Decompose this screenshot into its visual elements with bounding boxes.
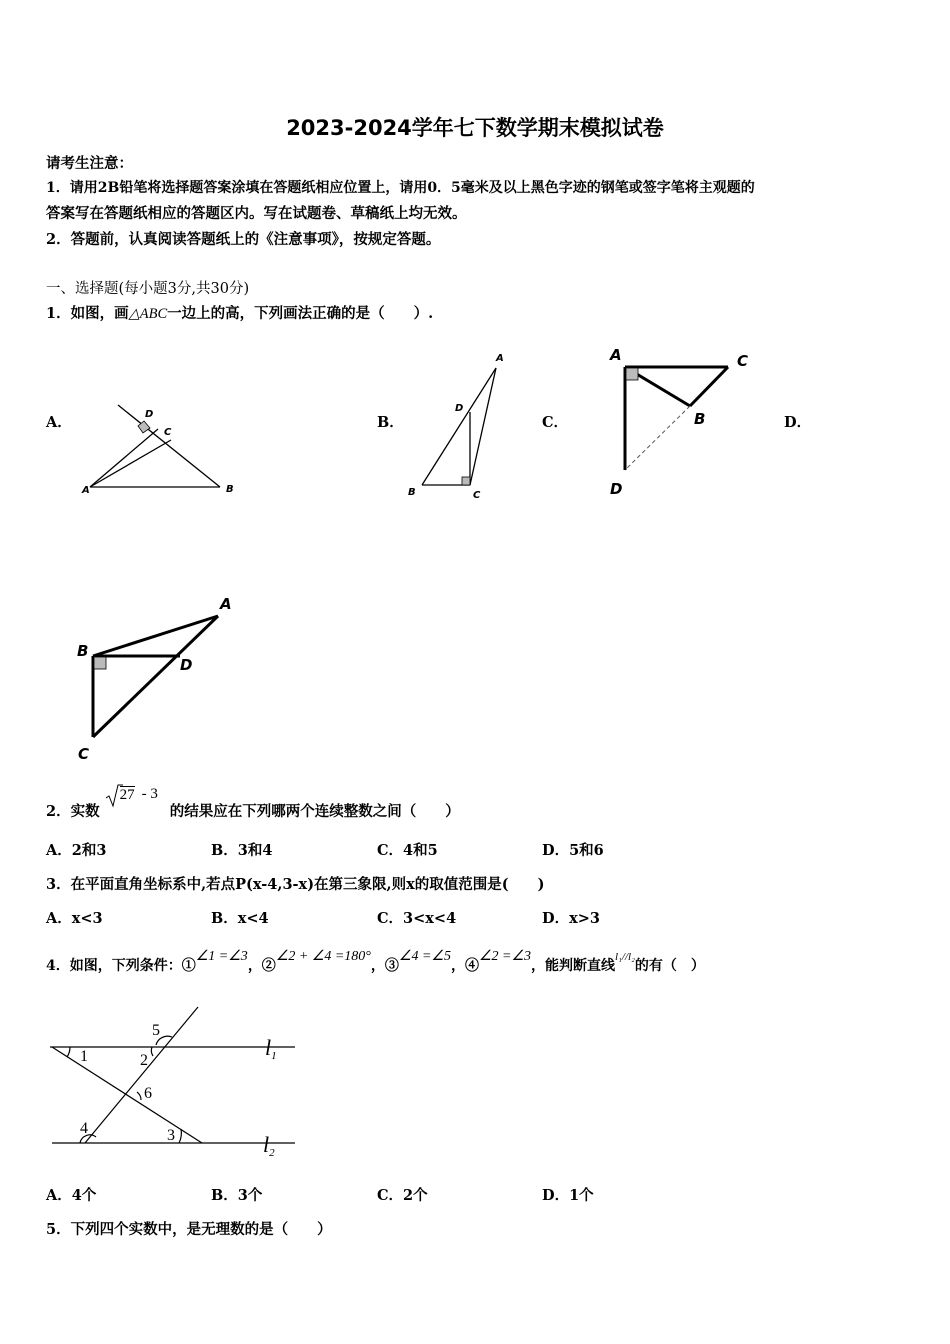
fig-a-label-c: C xyxy=(164,427,172,438)
q2-prefix: 2．实数 xyxy=(46,803,100,820)
fig-c-label-d: D xyxy=(610,480,623,498)
q2-option-b[interactable]: B．3和4 xyxy=(211,842,273,859)
q2-suffix: 的结果应在下列哪两个连续整数之间（ ） xyxy=(169,803,460,820)
q1-option-b-label[interactable]: B． xyxy=(377,414,404,431)
q4-option-a[interactable]: A．4个 xyxy=(46,1187,97,1204)
q4-figure xyxy=(40,1005,300,1165)
question-4 xyxy=(46,945,705,974)
q3-option-c[interactable]: C．3<x<4 xyxy=(377,910,457,927)
angle-6-label: 6 xyxy=(144,1085,152,1102)
fig-c-label-b: B xyxy=(694,410,706,428)
q4-sep-3: ，③ xyxy=(370,958,399,974)
question-3: 3．在平面直角坐标系中,若点P(x-4,3-x)在第三象限,则x的取值范围是( ) xyxy=(46,876,545,893)
angle-1-label: 1 xyxy=(80,1048,88,1065)
q2-minus-3: - 3 xyxy=(141,786,158,802)
q1-option-d-label[interactable]: D． xyxy=(784,414,812,431)
notice-line-2: 答案写在答题纸相应的答题区内。写在试题卷、草稿纸上均无效。 xyxy=(46,205,467,222)
q2-option-c[interactable]: C．4和5 xyxy=(377,842,438,859)
q3-option-b[interactable]: B．x<4 xyxy=(211,910,269,927)
fig-a-label-a: A xyxy=(82,485,90,496)
fig-b-label-d: D xyxy=(455,403,464,414)
q1-figure-b xyxy=(400,345,515,505)
q1-prefix: 1．如图，画 xyxy=(46,305,129,322)
q4-condition-1: ∠1 =∠3 xyxy=(195,949,248,964)
q4-parallel: l₁//l₂ xyxy=(615,951,635,963)
question-5: 5．下列四个实数中，是无理数的是（ ） xyxy=(46,1221,332,1238)
q4-prefix: 4．如图，下列条件：① xyxy=(46,958,196,974)
angle-3-label: 3 xyxy=(167,1127,175,1144)
q4-option-b[interactable]: B．3个 xyxy=(211,1187,263,1204)
fig-d-label-a: A xyxy=(220,595,232,613)
angle-5-label: 5 xyxy=(152,1022,160,1039)
fig-a-label-d: D xyxy=(145,409,154,420)
q4-option-d[interactable]: D．1个 xyxy=(542,1187,594,1204)
q1-option-c-label[interactable]: C． xyxy=(542,414,569,431)
page-title: 2023-2024学年七下数学期末模拟试卷 xyxy=(286,116,664,140)
q4-condition-4: ∠2 =∠3 xyxy=(478,949,532,964)
q1-figure-c xyxy=(600,340,760,505)
question-1 xyxy=(46,302,433,323)
line-l1-label: l1 xyxy=(265,1035,277,1062)
q4-sep-2: ，② xyxy=(247,958,276,974)
q1-figure-d xyxy=(72,592,252,767)
fig-d-label-b: B xyxy=(77,642,89,660)
q4-option-c[interactable]: C．2个 xyxy=(377,1187,428,1204)
q1-suffix: 一边上的高，下列画法正确的是（ ）. xyxy=(167,305,434,322)
fig-d-label-d: D xyxy=(180,656,193,674)
angle-4-label: 4 xyxy=(80,1120,88,1137)
notice-line-1: 1．请用2B铅笔将选择题答案涂填在答题纸相应位置上，请用0．5毫米及以上黑色字迹的钢笔或签字笔将主观题的 xyxy=(46,180,755,196)
notice-heading: 请考生注意： xyxy=(46,155,133,172)
q1-figure-a xyxy=(70,400,250,505)
q4-suffix: 的有（ ） xyxy=(634,958,705,974)
question-2 xyxy=(46,784,460,820)
section-heading: 一、选择题(每小题3分,共30分) xyxy=(46,281,250,297)
q1-triangle: △ABC xyxy=(128,306,168,322)
q2-radicand: 27 xyxy=(119,787,135,803)
q3-option-a[interactable]: A．x<3 xyxy=(46,910,103,927)
angle-2-label: 2 xyxy=(140,1052,148,1069)
line-l2-label: l2 xyxy=(263,1132,275,1159)
q4-condition-3: ∠4 =∠5 xyxy=(398,949,451,964)
q2-expression xyxy=(105,784,165,808)
fig-b-label-a: A xyxy=(496,353,504,364)
q4-condition-2: ∠2 + ∠4 =180° xyxy=(275,949,371,964)
fig-a-label-b: B xyxy=(226,484,234,495)
fig-c-label-a: A xyxy=(610,346,622,364)
q1-option-a-label[interactable]: A． xyxy=(46,414,72,431)
fig-b-label-c: C xyxy=(473,490,481,501)
q2-option-a[interactable]: A．2和3 xyxy=(46,842,107,859)
q3-option-d[interactable]: D．x>3 xyxy=(542,910,600,927)
fig-c-label-c: C xyxy=(737,352,749,370)
fig-b-label-b: B xyxy=(408,487,416,498)
q4-sep-4: ，④ xyxy=(450,958,479,974)
q4-mid: ，能判断直线 xyxy=(531,958,616,974)
fig-d-label-c: C xyxy=(78,745,90,763)
q2-option-d[interactable]: D．5和6 xyxy=(542,842,604,859)
notice-line-3: 2．答题前，认真阅读答题纸上的《注意事项》，按规定答题。 xyxy=(46,231,441,248)
